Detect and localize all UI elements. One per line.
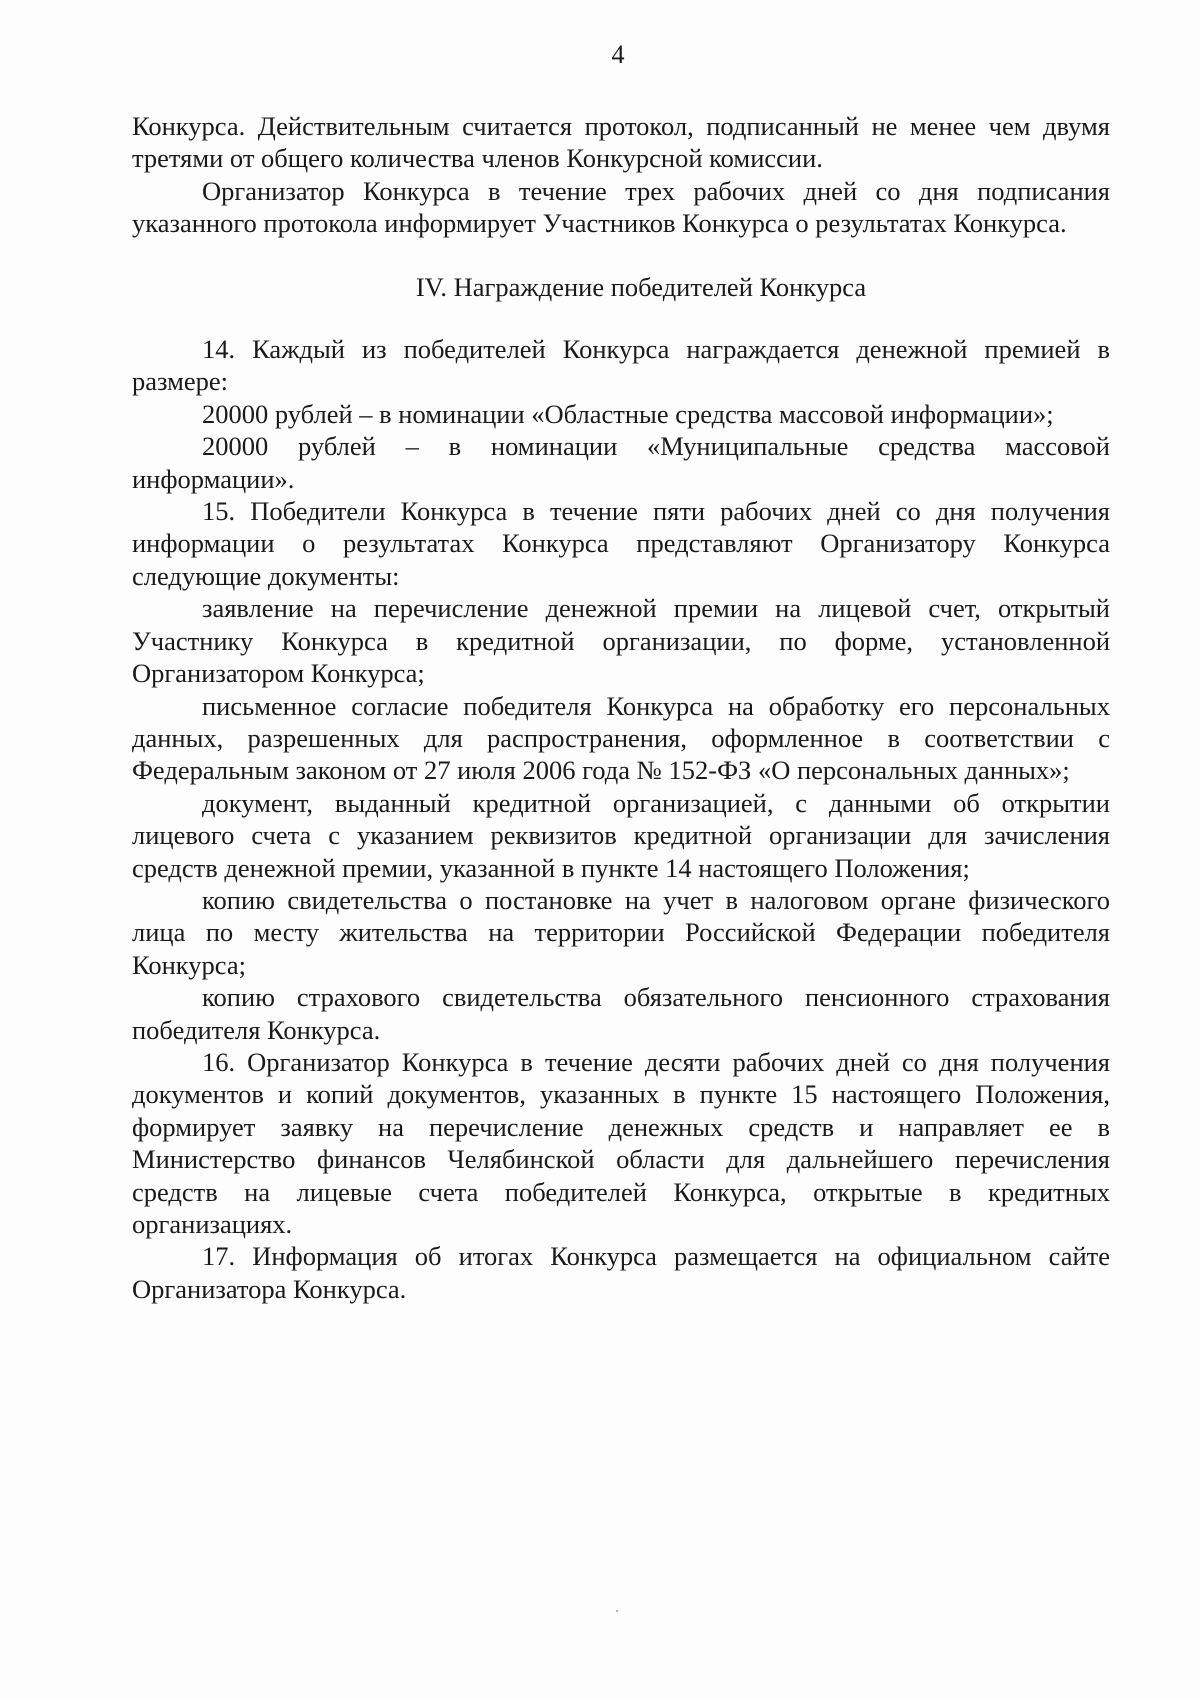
- paragraph-protocol-validity: Конкурса. Действительным считается протокол, подписанный не менее чем двумя третями от общего количества членов Конкурсной комиссии.: [132, 111, 1110, 174]
- clause-15-tax-certificate: копию свидетельства о постановке на учет в налоговом органе физического лица по месту жительства на территории Российской Федерации победителя Конкурса;: [132, 884, 1110, 980]
- clause-15: 15. Победители Конкурса в течение пяти рабочих дней со дня получения информации о результатах Конкурса представляют Организатору Конкурса следующие документы:: [132, 496, 1110, 591]
- page-number: 4: [611, 40, 625, 69]
- clause-17: 17. Информация об итогах Конкурса размещается на официальном сайте Организатора Конкурса.: [132, 1241, 1110, 1304]
- clause-14-regional-media: 20000 рублей – в номинации «Областные средства массовой информации»;: [202, 398, 1054, 429]
- section-heading: IV. Награждение победителей Конкурса: [415, 271, 867, 302]
- clause-15-pension-certificate: копию страхового свидетельства обязательного пенсионного страхования победителя Конкурса.: [132, 982, 1110, 1045]
- clause-16: 16. Организатор Конкурса в течение десяти рабочих дней со дня получения документов и копий документов, указанных в пункте 15 настоящего Положения, формирует заявку на перечисление денежных средств и направляет ее в Министерство финансов Челябинской области для дальнейшего перечисления средств на лицевые счета победителей Конкурса, открытые в кредитных организациях.: [132, 1046, 1110, 1239]
- clause-14-municipal-media: 20000 рублей – в номинации «Муниципальные средства массовой информации».: [132, 431, 1110, 494]
- clause-15-application: заявление на перечисление денежной премии на лицевой счет, открытый Участнику Конкурса в кредитной организации, по форме, установленной Организатором Конкурса;: [132, 593, 1110, 689]
- document-body: [132, 110, 1110, 1305]
- paragraph-results-notification: Организатор Конкурса в течение трех рабочих дней со дня подписания указанного протокола информирует Участников Конкурса о результатах Конкурса.: [132, 175, 1110, 239]
- clause-15-consent: письменное согласие победителя Конкурса на обработку его персональных данных, разрешенных для распространения, оформленное в соответствии с Федеральным законом от 27 июля 2006 года № 152-ФЗ «О персональных данных»;: [132, 690, 1110, 786]
- clause-14: 14. Каждый из победителей Конкурса награждается денежной премией в размере:: [132, 334, 1110, 397]
- clause-15-bank-document: документ, выданный кредитной организацией, с данными об открытии лицевого счета с указанием реквизитов кредитной организации для зачисления средств денежной премии, указанной в пункте 14 настоящего Положения;: [132, 787, 1110, 883]
- scan-speck: [616, 1610, 618, 1612]
